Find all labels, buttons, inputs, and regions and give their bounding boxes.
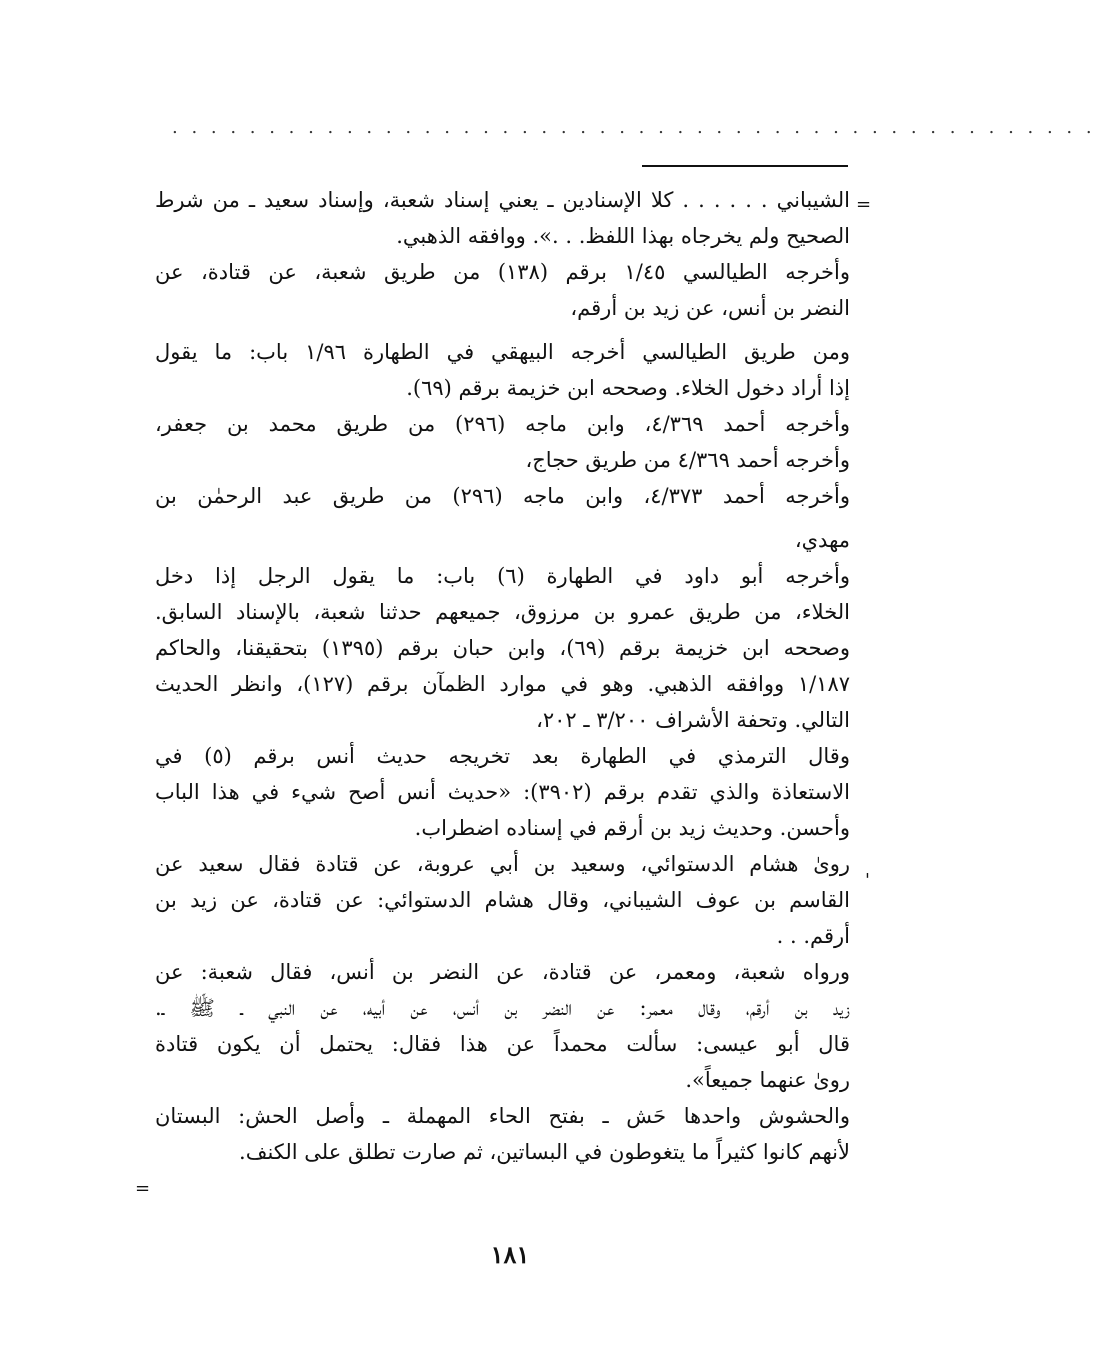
text-line: روىٰ هشام الدستوائي، وسعيد بن أبي عروبة، عن قتادة فقال سعيد عن [155,852,850,876]
text-line: وأخرجه أحمد ٤/٣٦٩، وابن ماجه (٢٩٦) من طريق محمد بن جعفر، [155,412,850,436]
text-line: لأنهم كانوا كثيراً ما يتغوطون في البساتين، ثم صارت تطلق على الكنف. [239,1140,850,1164]
text-line: ومن طريق الطيالسي أخرجه البيهقي في الطهارة ١/٩٦ باب: ما يقول [155,340,850,364]
text-line: مهدي، [794,528,850,552]
text-line: روىٰ عنهما جميعاً». [685,1068,850,1092]
text-line: والحشوش واحدها حَش ـ بفتح الحاء المهملة ـ وأصل الحش: البستان [155,1104,850,1128]
text-line: أرقم. . . [776,924,850,948]
text-line: وأحسن. وحديث زيد بن أرقم في إسناده اضطراب. [414,816,850,840]
text-line: قال أبو عيسى: سألت محمداً عن هذا فقال: يحتمل أن يكون قتادة [155,1032,850,1056]
text-line: زيد بن أرقم، وقال معمر: عن النضر بن أنس، عن أبيه، عن النبي ـ ﷺ ـ. [155,996,850,1020]
text-line: إذا أراد دخول الخلاء. وصححه ابن خزيمة برقم (٦٩). [406,376,850,400]
text-line: وأخرجه أحمد ٤/٣٦٩ من طريق حجاج، [525,448,850,472]
continuation-mark-start: = [856,194,872,215]
text-line: القاسم بن عوف الشيباني، وقال هشام الدستوائي: عن قتادة، عن زيد بن [155,888,850,912]
text-line: التالي. وتحفة الأشراف ٣/٢٠٠ ـ ٢٠٢، [536,708,850,732]
text-line: الخلاء، من طريق عمرو بن مرزوق، جميعهم حدثنا شعبة، بالإسناد السابق. [155,600,850,624]
text-line: الشيباني . . . . . . كلا الإسنادين ـ يعني إسناد شعبة، وإسناد سعيد ـ من شرط [155,188,850,212]
continuation-mark-end: = [135,1178,151,1199]
stray-mark: ' [865,870,870,891]
text-line: وأخرجه أحمد ٤/٣٧٣، وابن ماجه (٢٩٦) من طريق عبد الرحمٰن بن [155,484,850,508]
text-line: وقال الترمذي في الطهارة بعد تخريجه حديث أنس برقم (٥) في [155,744,850,768]
text-line: وأخرجه أبو داود في الطهارة (٦) باب: ما يقول الرجل إذا دخل [155,564,850,588]
text-line: ورواه شعبة، ومعمر، عن قتادة، عن النضر بن أنس، فقال شعبة: عن [155,960,850,984]
separator-dots: . . . . . . . . . . . . . . . . . . . . . . . . . . . . . . . . . . . . . . . . . . . . . . . . [172,117,1096,138]
text-line: الصحيح ولم يخرجاه بهذا اللفظ. . .». ووافقه الذهبي. [396,224,850,248]
footnote-text [155,182,850,1170]
footnote-rule [642,165,848,167]
text-line: ١/١٨٧ ووافقه الذهبي. وهو في موارد الظمآن برقم (١٢٧)، وانظر الحديث [155,672,851,696]
text-line: النضر بن أنس، عن زيد بن أرقم، [570,296,850,320]
text-line: وصححه ابن خزيمة برقم (٦٩)، وابن حبان برقم (١٣٩٥) بتحقيقنا، والحاكم [155,636,850,660]
text-line: الاستعاذة والذي تقدم برقم (٣٩٠٢): «حديث أنس أصح شيء في هذا الباب [155,780,851,804]
page-number: ١٨١ [490,1240,530,1269]
text-line: وأخرجه الطيالسي ١/٤٥ برقم (١٣٨) من طريق شعبة، عن قتادة، عن [155,260,850,284]
